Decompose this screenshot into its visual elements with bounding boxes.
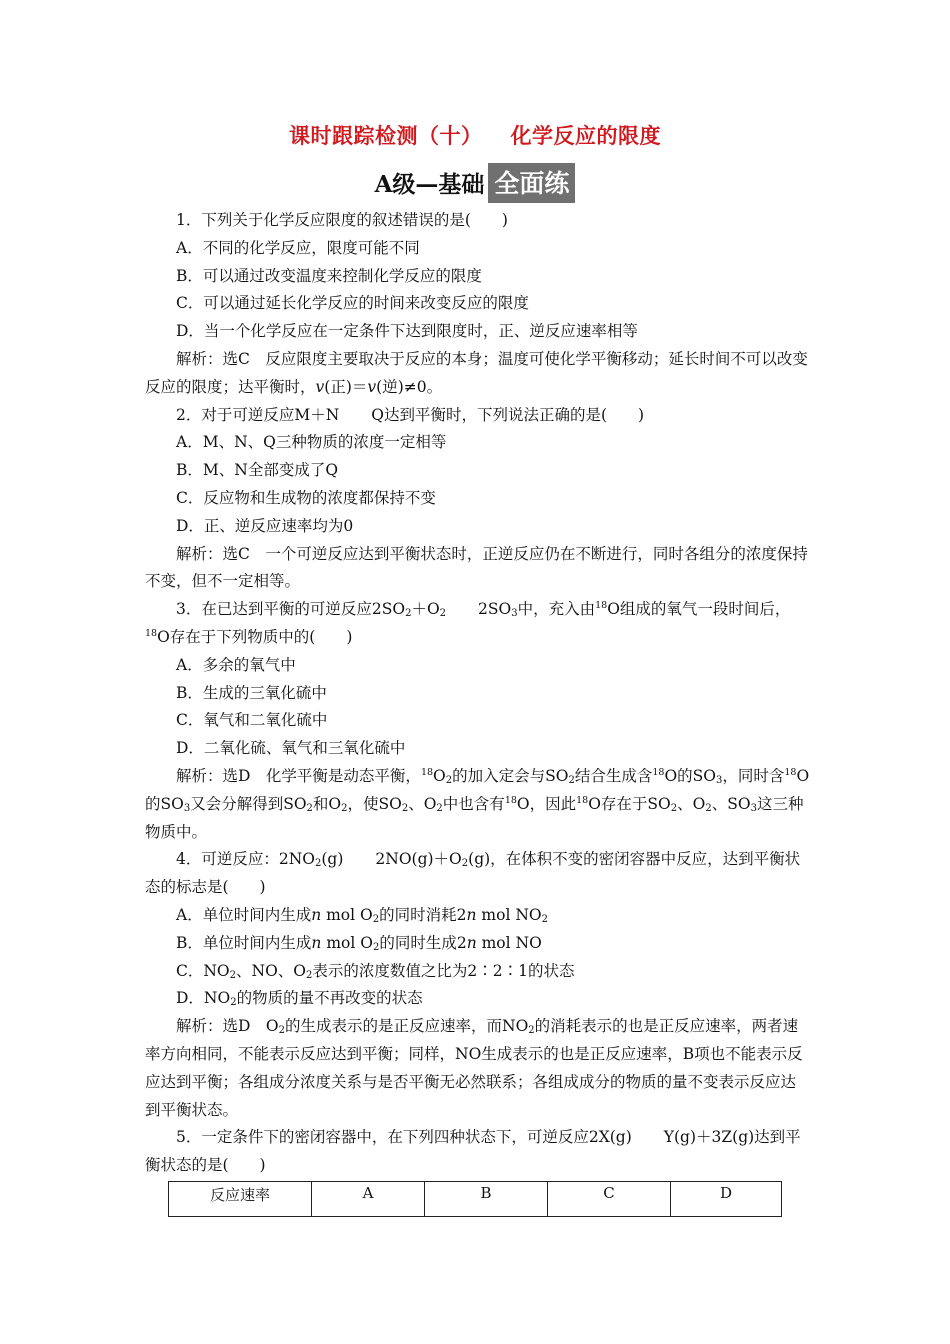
question-2-option-b: B．M、N全部变成了Q (176, 461, 339, 480)
question-1-option-a: A．不同的化学反应，限度可能不同 (176, 238, 420, 257)
question-1-stem: 1．下列关于化学反应限度的叙述错误的是( ) (176, 211, 508, 229)
question-4-stem: 4．可逆反应：$2NO_2(g)$ $2NO(g)+O_2(g)$，在体积不变的密闭容器中反应，达到平衡状态的标志是( ) (145, 850, 801, 897)
question-1-analysis: 解析：选C 反应限度主要取决于反应的本身；温度可使化学平衡移动；延长时间不可以改变反应的限度；达平衡时，v(正)＝v(逆)≠0。 (145, 349, 808, 396)
question-3-option-b: B．生成的三氧化硫中 (176, 683, 327, 702)
title-part1: 课时跟踪检测（十） (289, 123, 483, 148)
table-header-cell: 反应速率 (169, 1182, 312, 1217)
question-2-option-d: D．正、逆反应速率均为0 (176, 516, 354, 535)
question-1-option-d: D．当一个化学反应在一定条件下达到限度时，正、逆反应速率相等 (176, 322, 638, 341)
question-2-analysis: 解析：选C 一个可逆反应达到平衡状态时，正逆反应仍在不断进行，同时各组分的浓度保持不变，但不一定相等。 (145, 544, 808, 591)
table-header-cell: A (312, 1182, 425, 1217)
table-header-cell: D (671, 1182, 782, 1217)
title-part2: 化学反应的限度 (510, 123, 661, 148)
level-heading (0, 163, 950, 203)
question-2-option-a: A．M、N、Q三种物质的浓度一定相等 (176, 433, 447, 452)
question-3-option-d: D．二氧化硫、氧气和三氧化硫中 (176, 739, 406, 758)
question-3-stem: 3．在已达到平衡的可逆反应$2SO_2+O_2$ $2SO_3$中，充入由$^{18}$O组成的氧气一段时间后，$^{18}$O存在于下列物质中的( ) (145, 600, 791, 646)
question-4-option-a: A．单位时间内生成n mol $O_2$的同时消耗2n mol $NO_2$ (176, 905, 548, 925)
question-1-option-c: C．可以通过延长化学反应的时间来改变反应的限度 (176, 294, 529, 313)
question-4-analysis: 解析：选D $O_2$的生成表示的是正反应速率，而$NO_2$的消耗表示的也是正反应速率，两者速率方向相同，不能表示反应达到平衡；同样，NO生成表示的也是正反应速率，B项也不能表示反应达到平衡；各组成分浓度关系与是否平衡无必然联系；各组成成分的物质的量不变表示反应达到平衡状态。 (145, 1017, 803, 1119)
question-3-option-c: C．氧气和二氧化硫中 (176, 711, 328, 730)
table-row (169, 1182, 782, 1217)
question-4-option-b: B．单位时间内生成n mol $O_2$的同时生成2n mol NO (176, 933, 542, 953)
question-2-stem: 2．对于可逆反应M＋N Q达到平衡时，下列说法正确的是( ) (176, 405, 645, 424)
table-header-cell: B (425, 1182, 548, 1217)
table-header-cell: C (548, 1182, 671, 1217)
exercise-content (145, 207, 810, 1180)
question-2-option-c: C．反应物和生成物的浓度都保持不变 (176, 488, 436, 507)
level-prefix: A级—基础 (374, 171, 485, 198)
question-4-option-d: D．$NO_2$的物质的量不再改变的状态 (176, 989, 423, 1009)
reaction-rate-table (168, 1181, 782, 1217)
page-title (0, 120, 950, 150)
question-3-analysis: 解析：选D 化学平衡是动态平衡，$^{18}O_2$的加入定会与$SO_2$结合生成含$^{18}$O的$SO_3$，同时含$^{18}$O的$SO_3$又会分解得到$SO_2$和$O_2$，使$SO_2$、$O_2$中也含有$^{18}$O，因此$^{18}$O存在于$SO_2$、$O_2$、$SO_3$这三种物质中。 (145, 766, 810, 841)
question-3-option-a: A．多余的氧气中 (176, 655, 296, 674)
question-1-option-b: B．可以通过改变温度来控制化学反应的限度 (176, 266, 482, 285)
question-5-stem: 5．一定条件下的密闭容器中，在下列四种状态下，可逆反应2X(g) Y(g)＋3Z(g)达到平衡状态的是( ) (145, 1128, 801, 1175)
question-4-option-c: C．$NO_2$、NO、$O_2$表示的浓度数值之比为2∶2∶1的状态 (176, 961, 575, 981)
level-badge: 全面练 (488, 163, 575, 203)
